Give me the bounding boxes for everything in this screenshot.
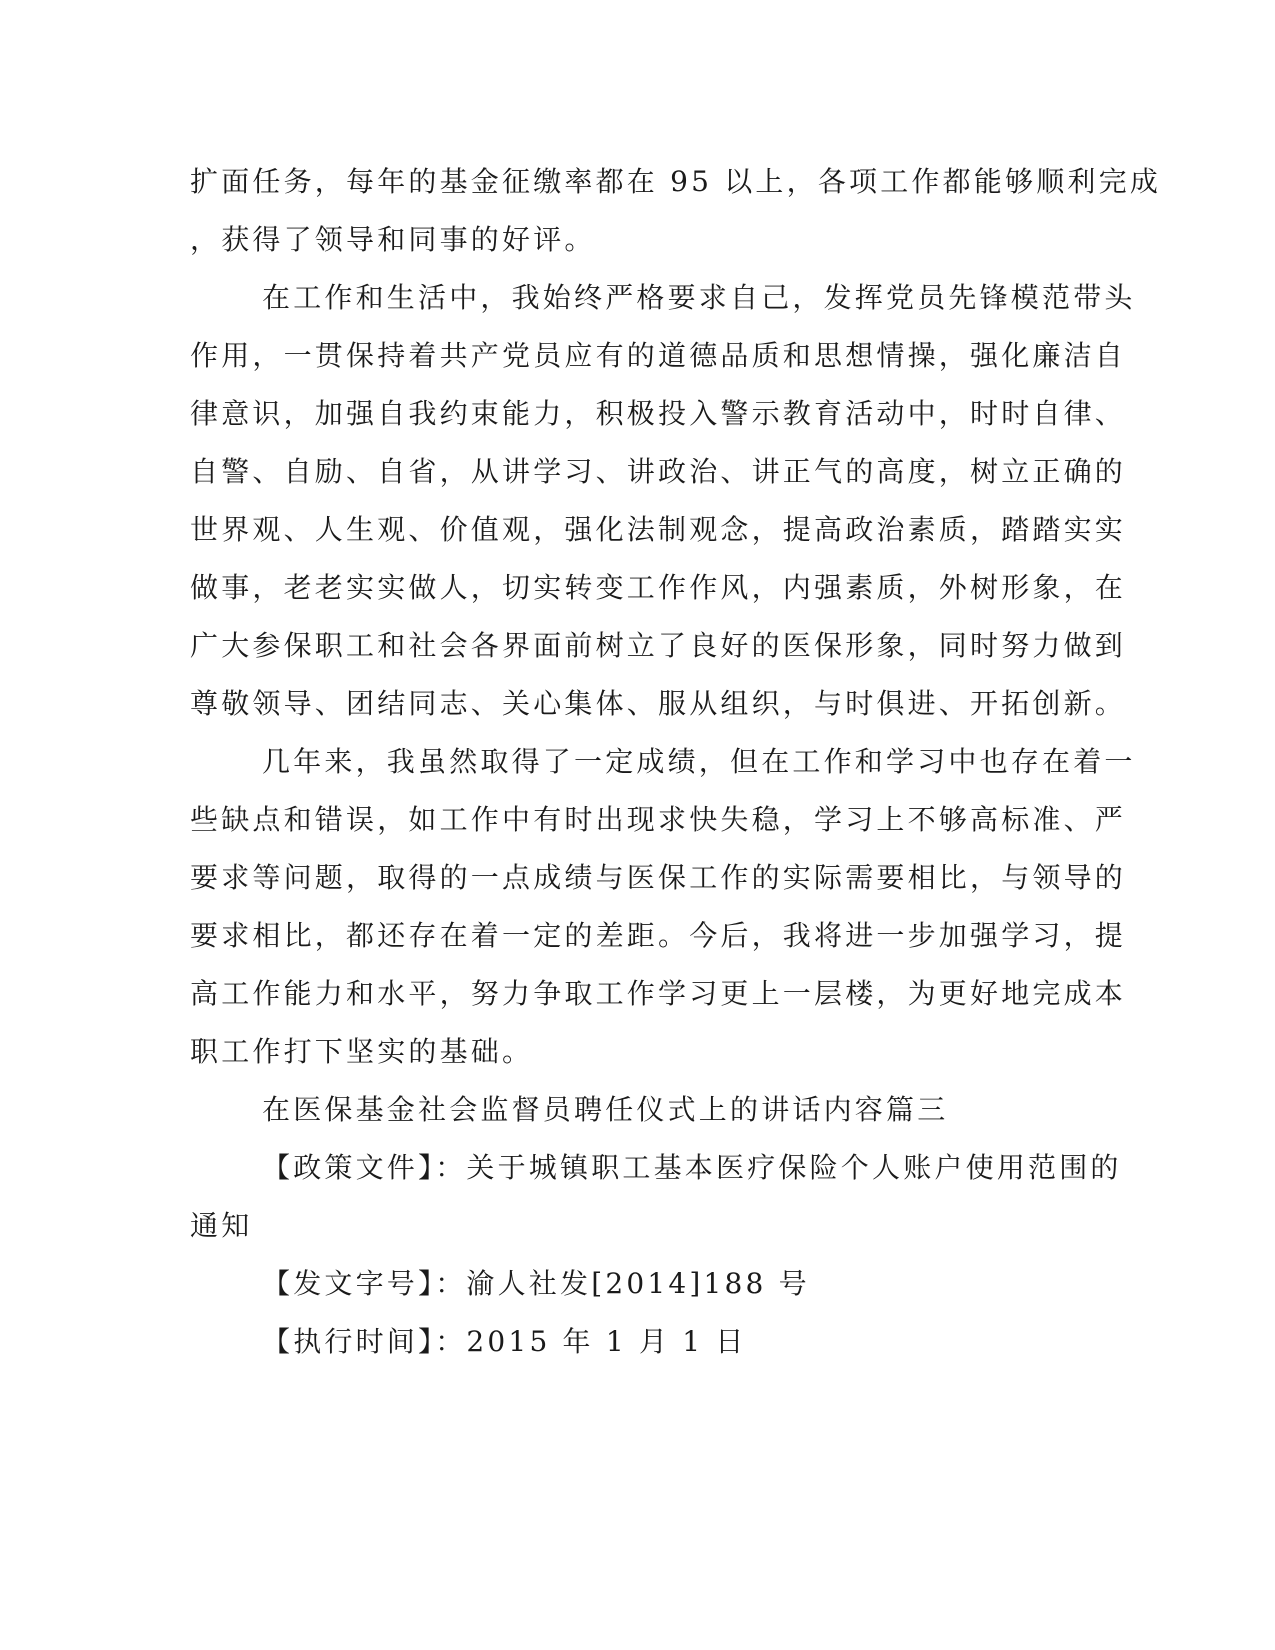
paragraph-start: 在工作和生活中，我始终严格要求自己，发挥党员先锋模范带头 [262, 281, 1136, 314]
text-line: 些缺点和错误，如工作中有时出现求快失稳，学习上不够高标准、严 [190, 803, 1127, 836]
document-number: 【发文字号】：渝人社发[2014]188 号 [262, 1267, 810, 1300]
text-line: 世界观、人生观、价值观，强化法制观念，提高政治素质，踏踏实实 [190, 513, 1127, 546]
text-line: 扩面任务，每年的基金征缴率都在 95 以上，各项工作都能够顺利完成 [190, 165, 1162, 198]
paragraph-start: 几年来，我虽然取得了一定成绩，但在工作和学习中也存在着一 [262, 745, 1136, 778]
text-line: 作用，一贯保持着共产党员应有的道德品质和思想情操，强化廉洁自 [190, 339, 1127, 372]
text-line: 要求等问题，取得的一点成绩与医保工作的实际需要相比，与领导的 [190, 861, 1127, 894]
section-heading: 在医保基金社会监督员聘任仪式上的讲话内容篇三 [262, 1093, 949, 1126]
effective-date: 【执行时间】：2015 年 1 月 1 日 [262, 1325, 747, 1358]
text-line: 职工作打下坚实的基础。 [190, 1035, 534, 1068]
policy-document-title: 【政策文件】：关于城镇职工基本医疗保险个人账户使用范围的 [262, 1151, 1122, 1184]
text-line: ，获得了领导和同事的好评。 [190, 223, 596, 256]
text-line: 通知 [190, 1209, 253, 1242]
text-line: 要求相比，都还存在着一定的差距。今后，我将进一步加强学习，提 [190, 919, 1127, 952]
text-line: 做事，老老实实做人，切实转变工作作风，内强素质，外树形象，在 [190, 571, 1127, 604]
text-line: 尊敬领导、团结同志、关心集体、服从组织，与时俱进、开拓创新。 [190, 687, 1127, 720]
text-line: 广大参保职工和社会各界面前树立了良好的医保形象，同时努力做到 [190, 629, 1127, 662]
text-line: 自警、自励、自省，从讲学习、讲政治、讲正气的高度，树立正确的 [190, 455, 1127, 488]
text-line: 律意识，加强自我约束能力，积极投入警示教育活动中，时时自律、 [190, 397, 1127, 430]
text-line: 高工作能力和水平，努力争取工作学习更上一层楼，为更好地完成本 [190, 977, 1127, 1010]
